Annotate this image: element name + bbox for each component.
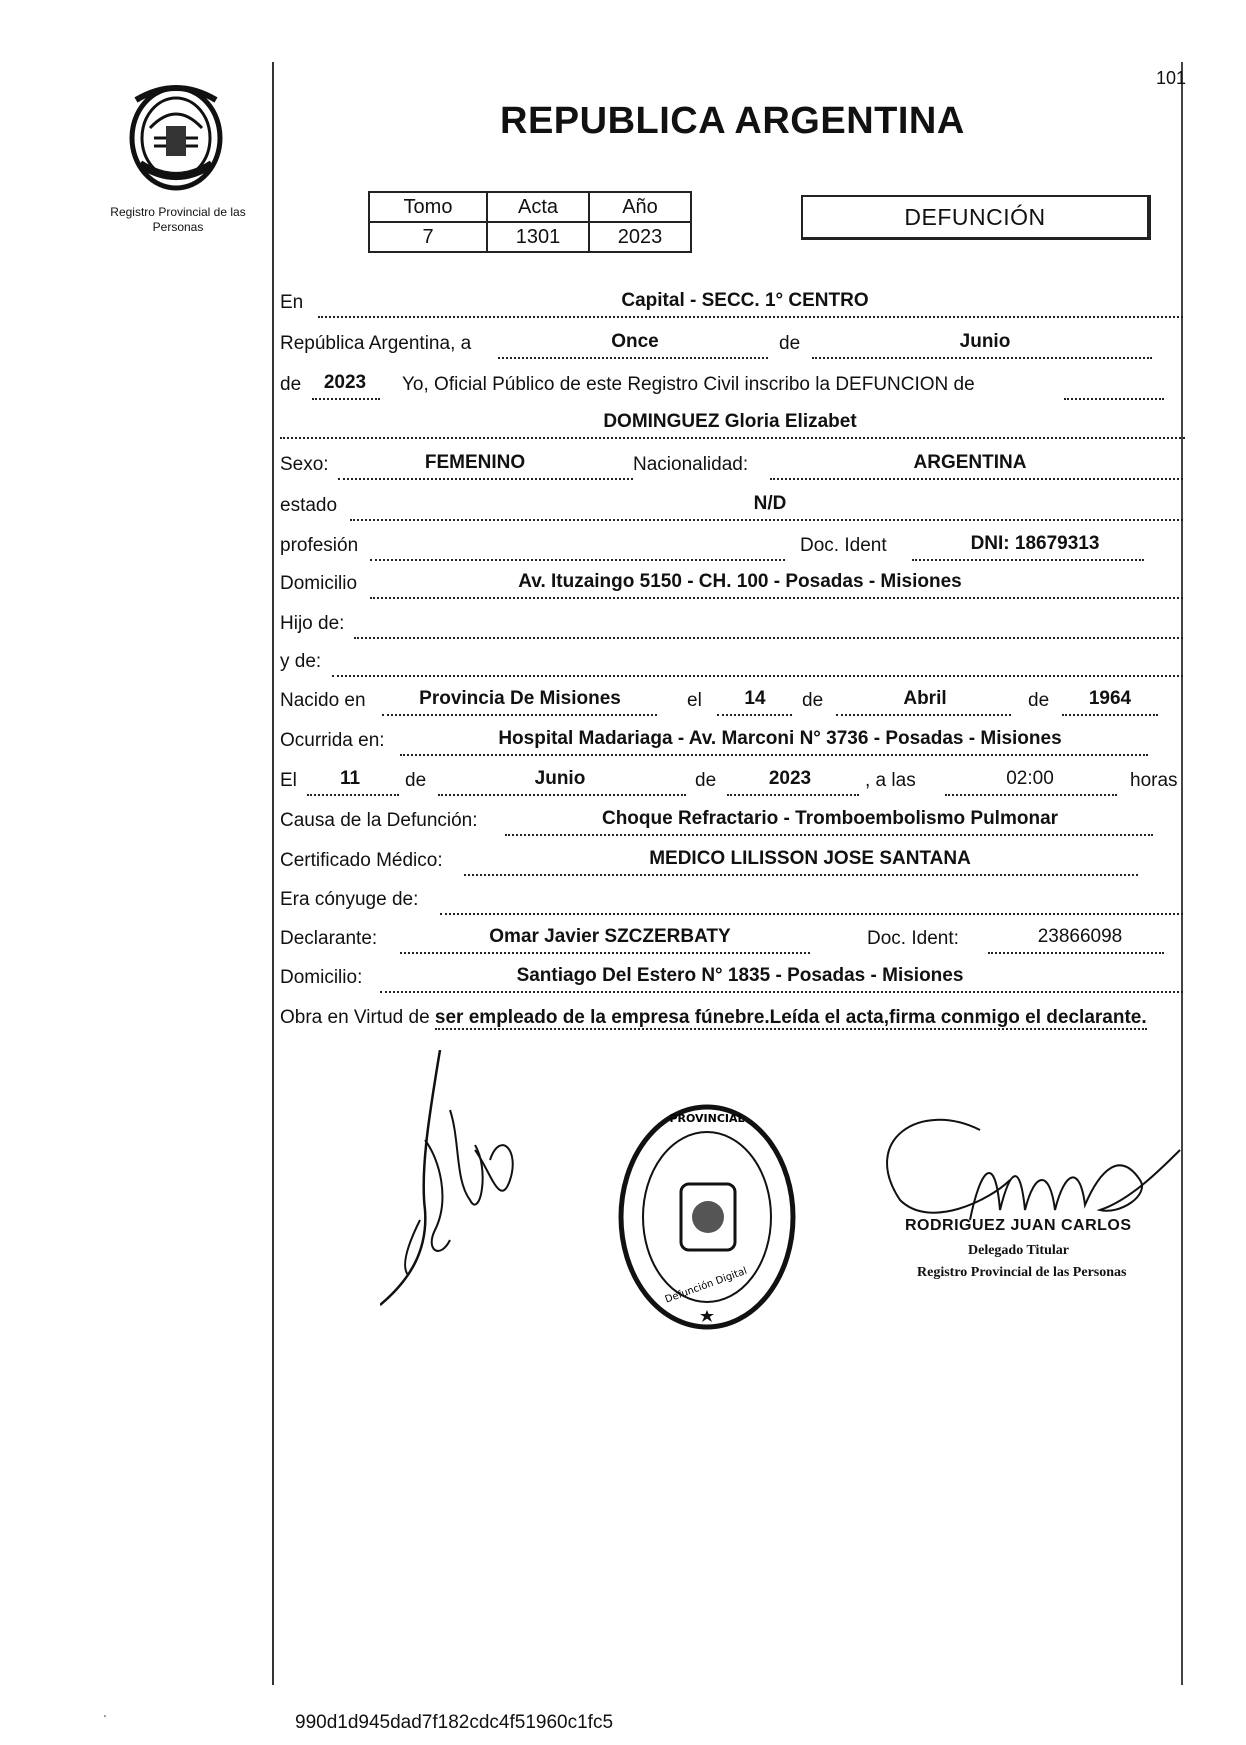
dotted-line xyxy=(318,316,1183,318)
dotted-line xyxy=(438,794,686,796)
label-certificado: Certificado Médico: xyxy=(280,850,443,871)
label-de: de xyxy=(779,333,801,354)
dotted-line xyxy=(382,714,657,716)
dia-value: Once xyxy=(611,331,659,352)
label-sexo: Sexo: xyxy=(280,454,329,475)
scan-mark: ' xyxy=(104,1714,106,1725)
dotted-line xyxy=(812,357,1152,359)
dotted-line xyxy=(770,478,1183,480)
row-estado xyxy=(280,493,1185,523)
obra-en-virtud xyxy=(280,1002,1185,1034)
nombre-value: DOMINGUEZ Gloria Elizabet xyxy=(603,411,857,432)
label-hijo: Hijo de: xyxy=(280,613,345,634)
label-estado: estado xyxy=(280,495,338,516)
doc-value: DNI: 18679313 xyxy=(970,533,1100,554)
certificado-value: MEDICO LILISSON JOSE SANTANA xyxy=(649,848,971,869)
left-margin-line xyxy=(272,62,274,1685)
label-conyuge: Era cónyuge de: xyxy=(280,889,419,910)
dotted-line xyxy=(380,991,1183,993)
row-y-de xyxy=(280,649,1185,679)
anio-value: 2023 xyxy=(323,372,367,393)
def-mes-value: Junio xyxy=(534,768,586,789)
label-declarante: Declarante: xyxy=(280,928,378,949)
label-domicilio: Domicilio xyxy=(280,573,358,594)
def-hora-value: 02:00 xyxy=(1006,768,1054,789)
row-conyuge xyxy=(280,887,1185,917)
mes-value: Junio xyxy=(959,331,1011,352)
estado-value: N/D xyxy=(753,493,787,514)
label-de-anio: de xyxy=(280,374,302,395)
label-de: de xyxy=(695,770,717,791)
row-profesion xyxy=(280,533,1185,563)
def-anio-value: 2023 xyxy=(768,768,812,789)
province-emblem xyxy=(120,80,232,192)
row-hijo xyxy=(280,611,1185,641)
header-tomo: Tomo xyxy=(369,192,487,222)
dotted-line xyxy=(338,478,633,480)
dotted-line xyxy=(370,597,1183,599)
label-ocurrida: Ocurrida en: xyxy=(280,730,385,751)
label-horas: horas xyxy=(1130,770,1178,791)
label-doc-ident: Doc. Ident: xyxy=(867,928,959,949)
dotted-line xyxy=(498,357,768,359)
dotted-line xyxy=(280,437,1185,439)
dotted-line xyxy=(332,675,1183,677)
row-nombre xyxy=(280,411,1185,441)
dotted-line xyxy=(945,794,1117,796)
header-acta: Acta xyxy=(487,192,589,222)
dotted-line xyxy=(354,637,1183,639)
row-nacido xyxy=(280,688,1185,718)
row-inscribo xyxy=(280,372,1185,402)
row-ocurrida xyxy=(280,728,1185,758)
delegado-name: RODRIGUEZ JUAN CARLOS xyxy=(905,1217,1132,1234)
label-obra: Obra en Virtud de xyxy=(280,1007,430,1028)
def-dia-value: 11 xyxy=(339,768,361,789)
label-profesion: profesión xyxy=(280,535,359,556)
label-y-de: y de: xyxy=(280,651,322,672)
official-seal xyxy=(615,1100,800,1335)
row-fecha-defuncion xyxy=(280,768,1185,798)
row-sexo xyxy=(280,452,1185,482)
row-lugar xyxy=(280,290,1185,320)
page-title: REPUBLICA ARGENTINA xyxy=(500,100,965,142)
label-domicilio-declarante: Domicilio: xyxy=(280,967,363,988)
label-nacionalidad: Nacionalidad: xyxy=(633,454,749,475)
dotted-line xyxy=(912,559,1144,561)
row-declarante xyxy=(280,926,1185,956)
label-nacido: Nacido en xyxy=(280,690,366,711)
label-republica: República Argentina, a xyxy=(280,333,472,354)
label-El: El xyxy=(280,770,297,791)
value-anio: 2023 xyxy=(589,222,691,252)
declarante-doc-value: 23866098 xyxy=(1037,926,1123,947)
row-domicilio xyxy=(280,571,1185,601)
dotted-line xyxy=(727,794,859,796)
ocurrida-value: Hospital Madariaga - Av. Marconi N° 3736 - Posadas - Misiones xyxy=(498,728,1062,749)
row-domicilio-declarante xyxy=(280,965,1185,995)
label-en: En xyxy=(280,292,304,313)
declarante-signature xyxy=(380,1050,560,1310)
dotted-line xyxy=(440,913,1183,915)
declarante-domicilio-value: Santiago Del Estero N° 1835 - Posadas - Misiones xyxy=(516,965,964,986)
header-anio: Año xyxy=(589,192,691,222)
label-de: de xyxy=(802,690,824,711)
label-el: el xyxy=(687,690,702,711)
value-tomo: 7 xyxy=(369,222,487,252)
registro-header-row xyxy=(369,192,691,222)
label-causa: Causa de la Defunción: xyxy=(280,810,478,831)
label-a-las: , a las xyxy=(865,770,916,791)
row-fecha xyxy=(280,331,1185,361)
declarante-value: Omar Javier SZCZERBATY xyxy=(489,926,731,947)
tipo-acta-box: DEFUNCIÓN xyxy=(801,195,1151,240)
dotted-line xyxy=(350,519,1183,521)
dotted-line xyxy=(988,952,1164,954)
obra-value: ser empleado de la empresa fúnebre.Leída el acta,firma conmigo el declarante. xyxy=(434,1007,1147,1028)
dotted-line xyxy=(1062,714,1158,716)
document-hash: 990d1d945dad7f182cdc4f51960c1fc5 xyxy=(295,1712,614,1733)
dotted-line xyxy=(400,754,1148,756)
dotted-line xyxy=(505,834,1153,836)
dotted-line xyxy=(307,794,399,796)
label-de: de xyxy=(405,770,427,791)
lugar-value: Capital - SECC. 1° CENTRO xyxy=(621,290,869,311)
institution-caption: Registro Provincial de las Personas xyxy=(110,205,246,234)
sexo-value: FEMENINO xyxy=(424,452,526,473)
delegado-org: Registro Provincial de las Personas xyxy=(917,1265,1127,1280)
domicilio-value: Av. Ituzaingo 5150 - CH. 100 - Posadas - Misiones xyxy=(518,571,962,592)
svg-text:Defunción Digital: Defunción Digital xyxy=(663,1265,749,1306)
svg-text:PROVINCIAL: PROVINCIAL xyxy=(669,1112,745,1125)
delegado-role: Delegado Titular xyxy=(968,1243,1069,1258)
nacido-en-value: Provincia De Misiones xyxy=(419,688,621,709)
dotted-line xyxy=(1064,398,1164,400)
registro-table xyxy=(368,191,692,253)
dotted-line xyxy=(312,398,380,400)
dotted-line xyxy=(836,714,1011,716)
registro-value-row xyxy=(369,222,691,252)
causa-value: Choque Refractario - Tromboembolismo Pulmonar xyxy=(601,808,1059,829)
dotted-line xyxy=(400,952,810,954)
label-de: de xyxy=(1028,690,1050,711)
nac-anio-value: 1964 xyxy=(1088,688,1132,709)
row-causa xyxy=(280,808,1185,838)
dotted-line xyxy=(717,714,792,716)
nac-mes-value: Abril xyxy=(903,688,947,709)
nacionalidad-value: ARGENTINA xyxy=(913,452,1027,473)
dotted-line xyxy=(370,559,785,561)
row-certificado xyxy=(280,848,1185,878)
label-inscribo: Yo, Oficial Público de este Registro Civil inscribo la DEFUNCION de xyxy=(402,374,975,395)
value-acta: 1301 xyxy=(487,222,589,252)
nac-dia-value: 14 xyxy=(744,688,766,709)
dotted-line xyxy=(464,874,1138,876)
label-doc: Doc. Ident xyxy=(800,535,887,556)
page-number: 101 xyxy=(1155,68,1186,88)
